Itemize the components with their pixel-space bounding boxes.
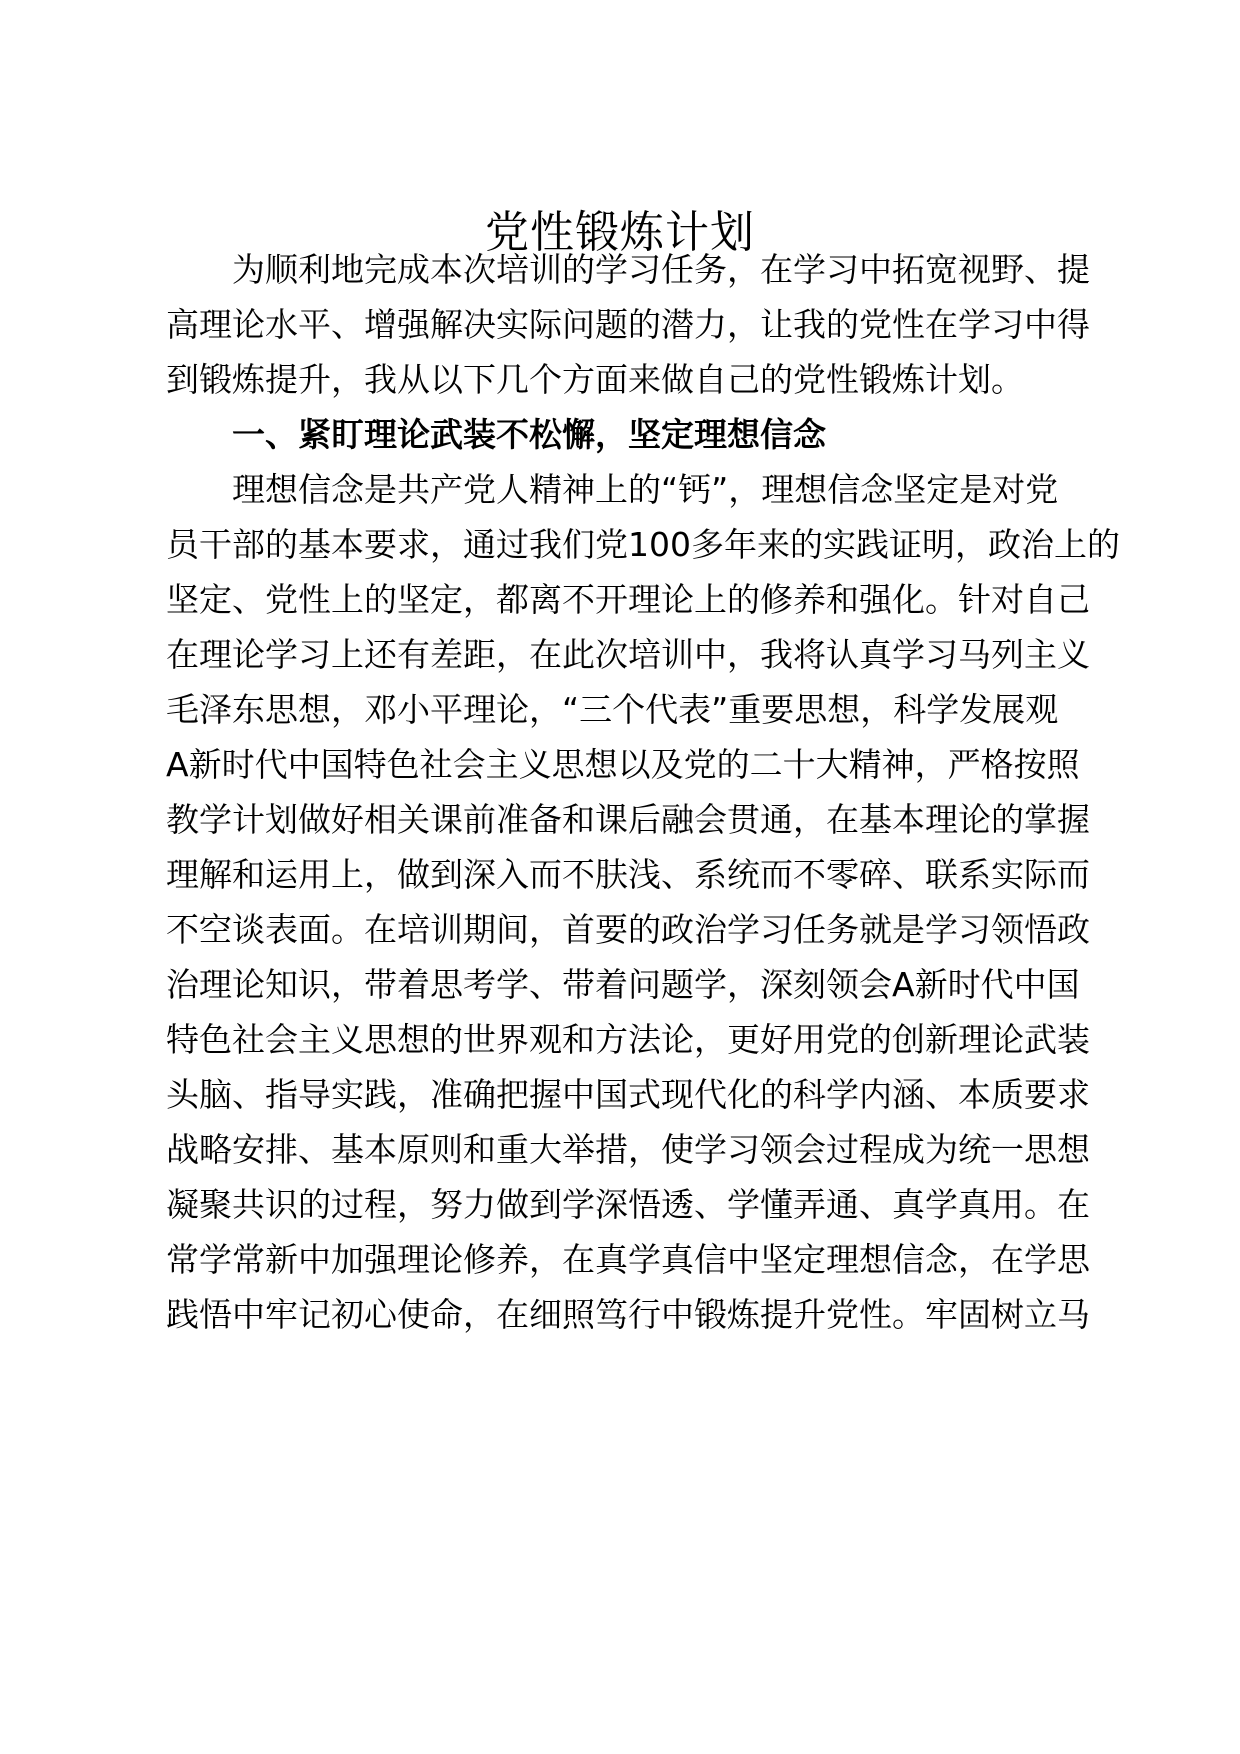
document-title: 党性锻炼计划 [485,207,755,258]
paragraph-line: A新时代中国特色社会主义思想以及党的二十大精神，严格按照 [166,745,1080,784]
paragraph-line: 毛泽东思想，邓小平理论，“三个代表”重要思想，科学发展观 [166,690,1059,729]
paragraph-line: 践悟中牢记初心使命，在细照笃行中锻炼提升党性。牢固树立马 [166,1295,1090,1334]
paragraph-line: 在理论学习上还有差距，在此次培训中，我将认真学习马列主义 [166,635,1090,674]
paragraph-line: 不空谈表面。在培训期间，首要的政治学习任务就是学习领悟政 [166,910,1090,949]
paragraph-line: 头脑、指导实践，准确把握中国式现代化的科学内涵、本质要求 [166,1075,1090,1114]
paragraph-line: 高理论水平、增强解决实际问题的潜力，让我的党性在学习中得 [166,305,1090,344]
paragraph-line: 战略安排、基本原则和重大举措，使学习领会过程成为统一思想 [166,1130,1090,1169]
section-heading: 一、紧盯理论武装不松懈，坚定理想信念 [232,415,826,454]
paragraph-line: 员干部的基本要求，通过我们党100多年来的实践证明，政治上的 [166,525,1120,564]
paragraph-line: 理解和运用上，做到深入而不肤浅、系统而不零碎、联系实际而 [166,855,1090,894]
paragraph-line: 教学计划做好相关课前准备和课后融会贯通，在基本理论的掌握 [166,800,1090,839]
paragraph-line: 常学常新中加强理论修养，在真学真信中坚定理想信念，在学思 [166,1240,1090,1279]
paragraph-line: 治理论知识，带着思考学、带着问题学，深刻领会A新时代中国 [166,965,1080,1004]
paragraph-line: 坚定、党性上的坚定，都离不开理论上的修养和强化。针对自己 [166,580,1090,619]
paragraph-line: 特色社会主义思想的世界观和方法论，更好用党的创新理论武装 [166,1020,1090,1059]
paragraph-line: 凝聚共识的过程，努力做到学深悟透、学懂弄通、真学真用。在 [166,1185,1090,1224]
paragraph-line: 到锻炼提升，我从以下几个方面来做自己的党性锻炼计划。 [166,360,1024,399]
paragraph-line: 为顺利地完成本次培训的学习任务，在学习中拓宽视野、提 [232,250,1090,289]
paragraph-line: 理想信念是共产党人精神上的“钙”，理想信念坚定是对党 [232,470,1059,509]
